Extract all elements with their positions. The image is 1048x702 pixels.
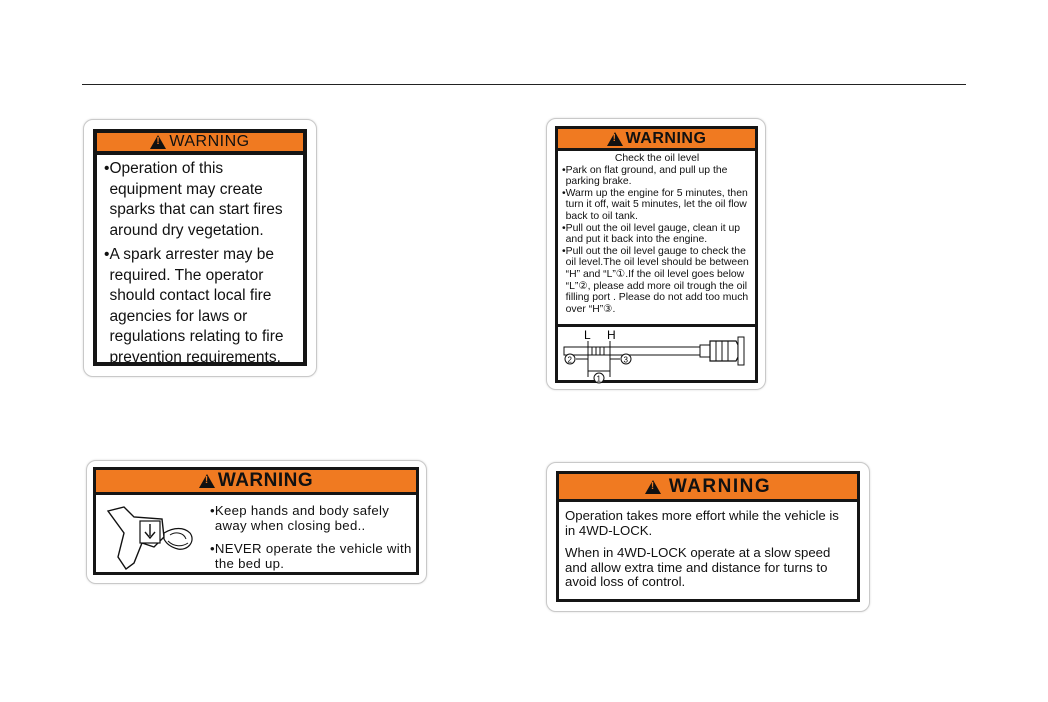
bullet-item: • Pull out the oil level gauge to check the oil level.The oil level should be between “H” and “L”①.If the oil level goes below “L”②, please add more oil trough the oil filling port . Please do not add too much over “H”③. [562,246,752,316]
bullet-item: • Warm up the engine for 5 minutes, then turn it off, wait 5 minutes, let the oil flow back to oil tank. [562,188,752,223]
warning-title: WARNING [217,470,314,491]
bullet-text: Warm up the engine for 5 minutes, then turn it off, wait 5 minutes, let the oil flow back to oil tank. [565,187,748,222]
bullet-text: Pull out the oil level gauge, clean it up and put it back into the engine. [565,222,741,246]
dipstick-diagram [558,324,755,384]
spark-warning-sticker [83,119,317,377]
warning-title: WARNING [668,475,772,497]
callout-3-label: 3 [623,355,628,365]
warning-triangle-icon [199,474,215,488]
bullet-item: • NEVER operate the vehicle with the bed up. [210,541,416,571]
bullet-text: Operation of this equipment may create sparks that can start fires around dry vegetation. [109,160,283,239]
callout-2-label: 2 [567,355,572,365]
bullet-text: Park on flat ground, and pull up the parking brake. [565,164,728,188]
bed-warning-label [93,467,419,575]
warning-triangle-icon [150,135,166,149]
header-rule [82,84,966,85]
bullet-item: • Pull out the oil level gauge, clean it up and put it back into the engine. [562,223,752,246]
warning-triangle-icon [607,132,623,146]
4wd-warning-sticker [546,462,870,612]
bullet-item: • Operation of this equipment may create sparks that can start fires around dry vegetation. [104,159,297,241]
bullet-item: • Keep hands and body safely away when closing bed.. [210,503,416,533]
low-mark-label: L [584,328,591,342]
bullet-text: NEVER operate the vehicle with the bed up. [214,541,412,571]
truck-bed-pinch-icon [104,503,200,573]
bullet-text: Pull out the oil level gauge to check the oil level.The oil level should be between “H” and “L”①.If the oil level goes below “L”②, please add more oil trough the oil filling port . Please do not add too much over “H”③. [565,245,749,315]
spark-warning-label [93,129,307,366]
bullet-item: • Park on flat ground, and pull up the parking brake. [562,165,752,188]
4wd-effort-text: Operation takes more effort while the vehicle is in 4WD-LOCK. [565,508,839,538]
bed-warning-sticker [86,460,427,584]
oil-level-label [555,126,758,383]
warning-title: WARNING [625,129,707,147]
bullet-text: Keep hands and body safely away when closing bed.. [214,503,390,533]
4wd-speed-text: When in 4WD-LOCK operate at a slow speed and allow extra time and distance for turns to avoid loss of control. [565,545,831,590]
dipstick-diagram-icon [558,327,755,385]
4wd-warning-label [556,471,860,602]
oil-level-header [558,129,755,151]
callout-1-label: 1 [596,374,601,384]
bullet-text: A spark arrester may be required. The operator should contact local fire agencies for laws or regulations relating to fire prevention requirements. [109,246,284,366]
spark-warning-header [97,133,303,155]
warning-triangle-icon [645,480,661,494]
bullet-item: • A spark arrester may be required. The operator should contact local fire agencies for laws or regulations relating to fire prevention requirements. [104,245,297,368]
oil-level-sticker [546,118,766,390]
warning-title: WARNING [169,133,250,150]
bed-warning-header [96,470,416,495]
4wd-warning-header [559,474,857,502]
high-mark-label: H [607,328,616,342]
oil-check-heading: Check the oil level [614,153,700,164]
